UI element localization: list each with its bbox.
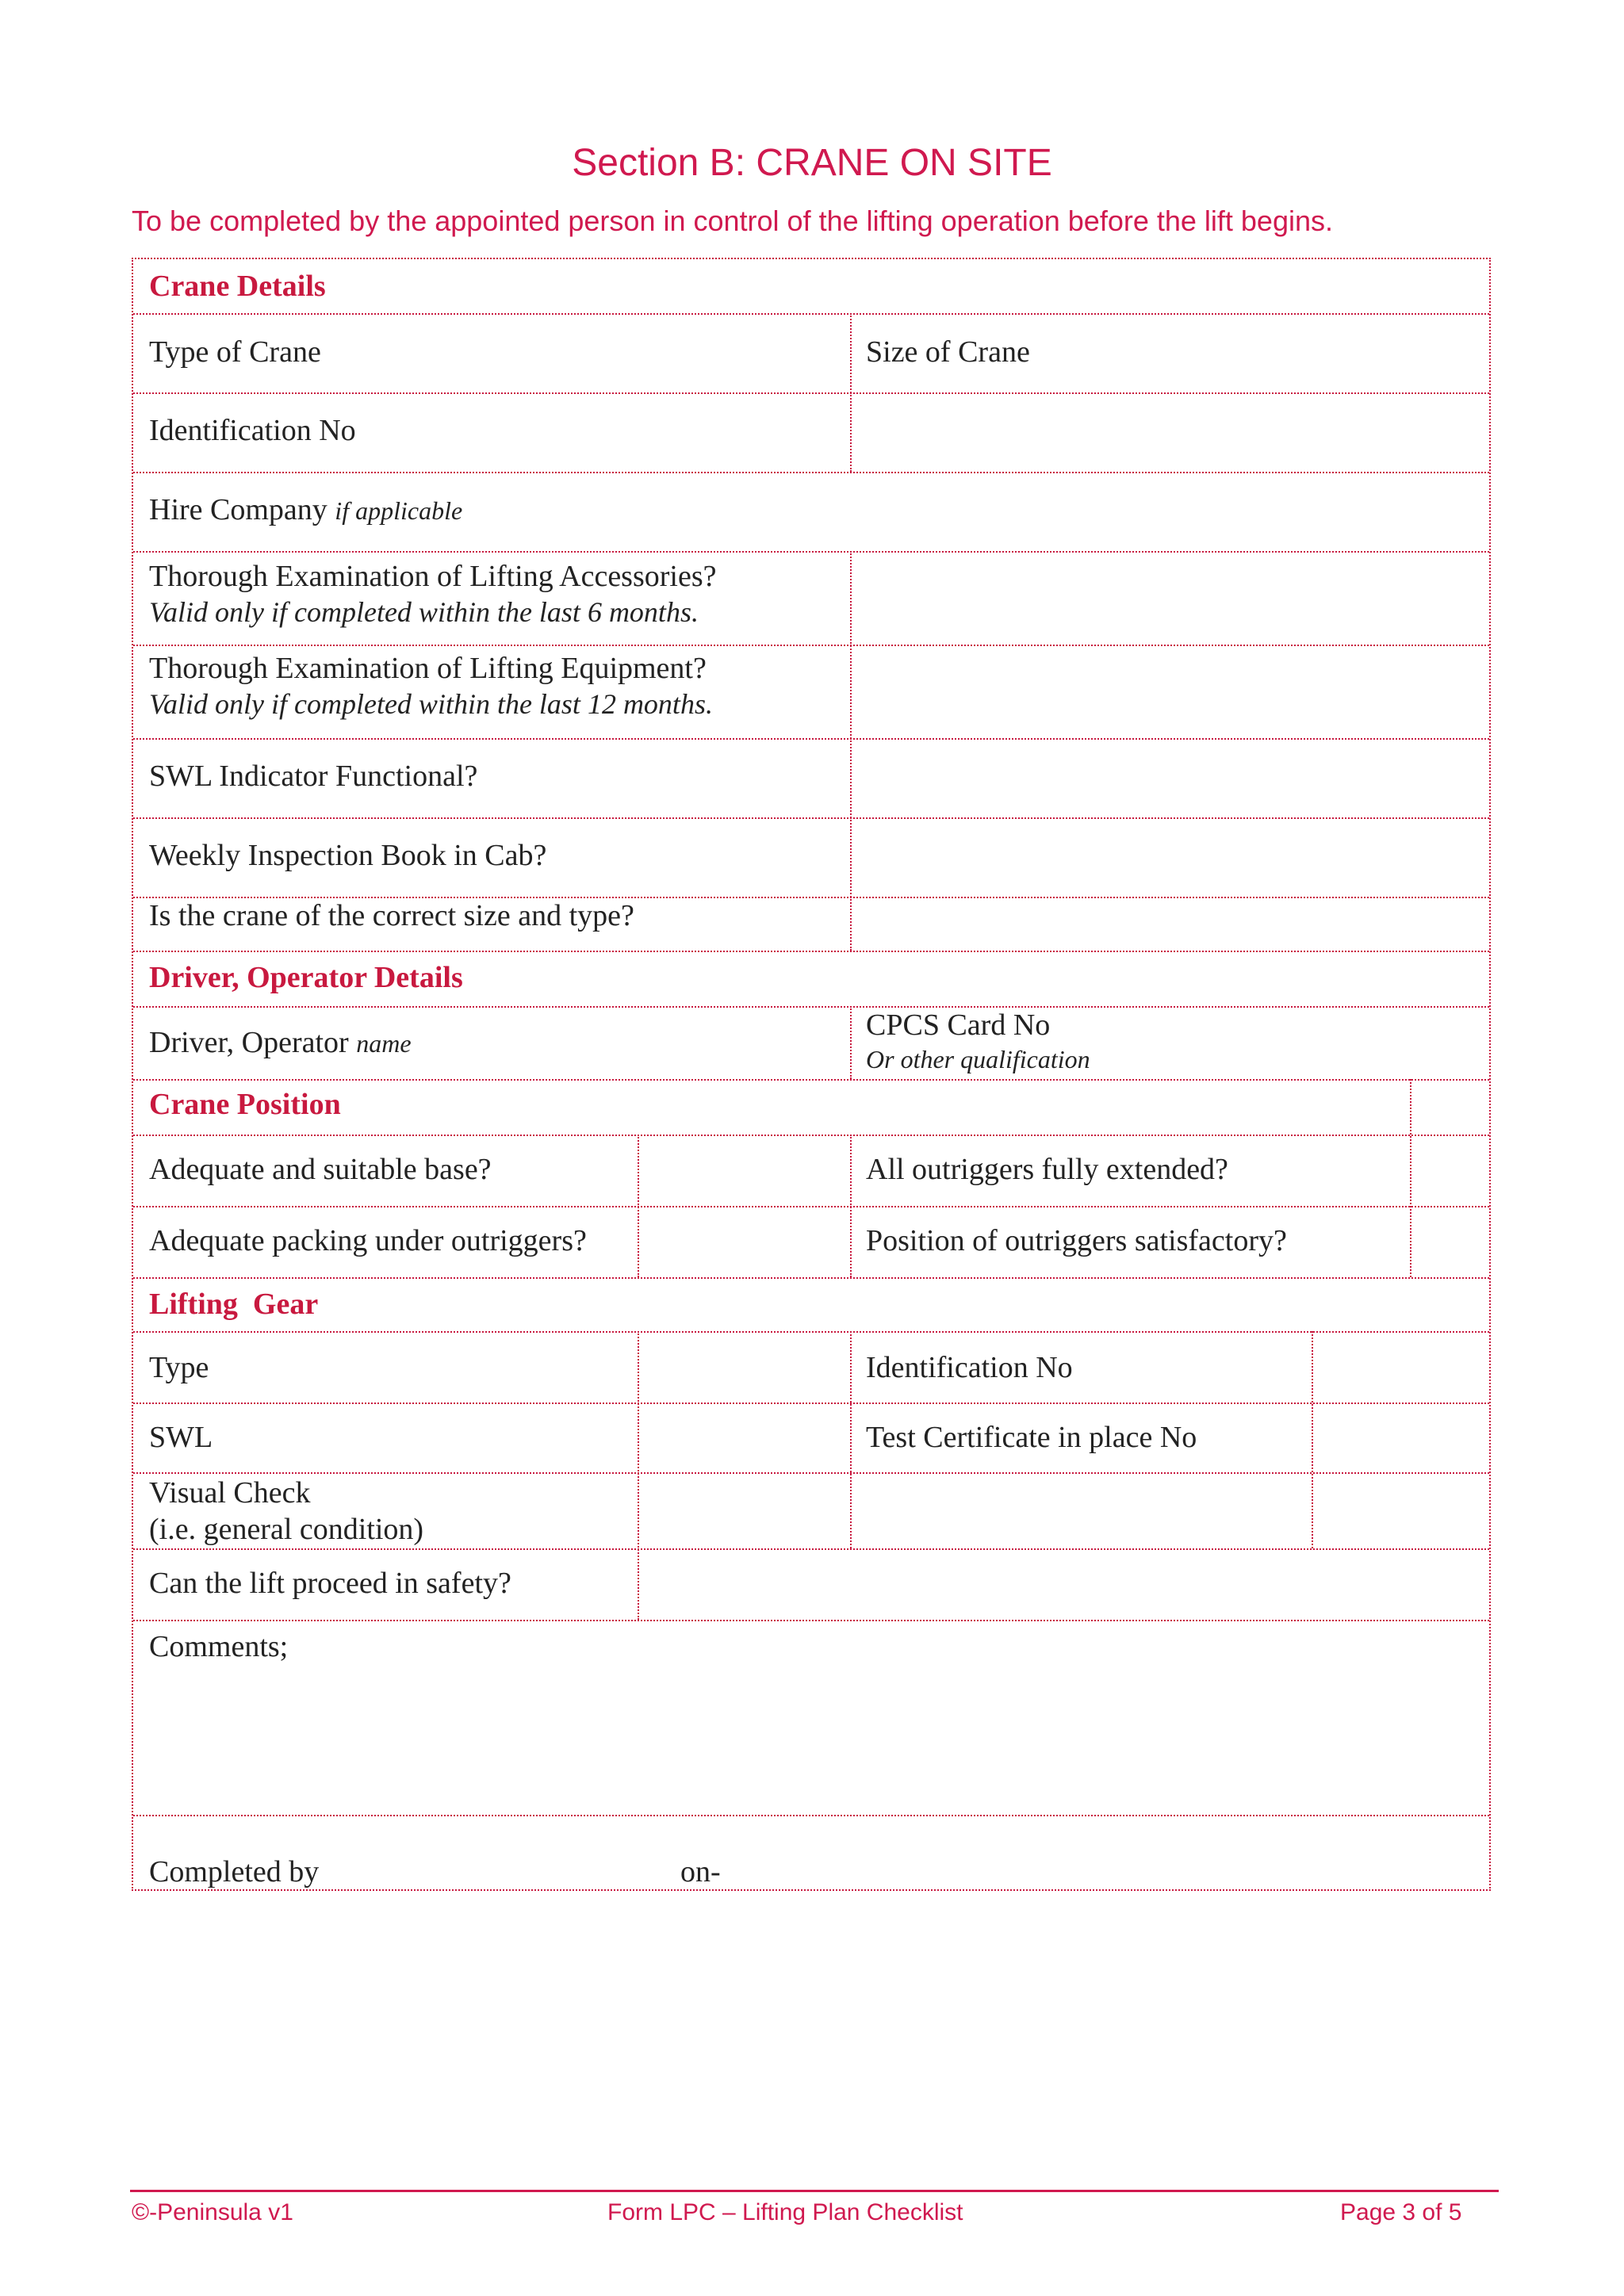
suitable-base-label: Adequate and suitable base?: [149, 1153, 492, 1186]
gear-swl-label: SWL: [149, 1421, 213, 1454]
driver-operator-label: [149, 1025, 412, 1062]
exam-accessories-field[interactable]: [852, 553, 1489, 643]
crane-id-field[interactable]: [852, 394, 1489, 470]
footer-divider: [130, 2190, 1499, 2192]
hire-company-text: Hire Company: [149, 493, 327, 526]
test-certificate-field[interactable]: [1313, 1404, 1489, 1471]
packing-label: Adequate packing under outriggers?: [149, 1224, 587, 1257]
visual-check-field[interactable]: [639, 1474, 848, 1547]
column-divider: [850, 1006, 852, 1079]
proceed-safety-label: Can the lift proceed in safety?: [149, 1567, 511, 1600]
row-divider: [133, 1815, 1489, 1816]
hire-company-label: [149, 492, 462, 529]
cpcs-card-note: Or other qualification: [866, 1045, 1090, 1073]
row-divider: [133, 1006, 1489, 1008]
weekly-inspection-label: Weekly Inspection Book in Cab?: [149, 839, 547, 872]
row-divider: [133, 1079, 1489, 1081]
proceed-safety-field[interactable]: [639, 1550, 1489, 1618]
hire-company-note: if applicable: [335, 496, 463, 525]
footer-page-number: Page 3 of 5: [1340, 2199, 1462, 2225]
swl-indicator-label: SWL Indicator Functional?: [149, 760, 478, 793]
outriggers-extended-label: All outriggers fully extended?: [866, 1153, 1228, 1186]
exam-equipment-note: Valid only if completed within the last 12 months.: [149, 688, 713, 720]
completed-on-label: on-: [680, 1855, 721, 1888]
outriggers-position-label: Position of outriggers satisfactory?: [866, 1224, 1287, 1257]
comments-label: Comments;: [149, 1630, 289, 1663]
section-title: Section B: CRANE ON SITE: [572, 142, 1052, 184]
test-certificate-label: Test Certificate in place No: [866, 1421, 1197, 1454]
row-divider: [133, 1620, 1489, 1621]
column-divider: [850, 1331, 852, 1548]
exam-equipment-label: Thorough Examination of Lifting Equipment?: [149, 652, 707, 685]
suitable-base-field[interactable]: [639, 1136, 848, 1204]
driver-details-heading: Driver, Operator Details: [149, 961, 463, 994]
outriggers-position-field[interactable]: [1411, 1207, 1489, 1276]
crane-details-heading: Crane Details: [149, 270, 326, 303]
footer-form-name: Form LPC – Lifting Plan Checklist: [607, 2199, 963, 2225]
cpcs-card-label: CPCS Card No: [866, 1008, 1051, 1042]
row-divider: [133, 951, 1489, 952]
outriggers-extended-field[interactable]: [1411, 1136, 1489, 1204]
gear-type-field[interactable]: [639, 1333, 848, 1401]
swl-indicator-field[interactable]: [852, 740, 1489, 816]
exam-equipment-field[interactable]: [852, 646, 1489, 737]
exam-accessories-note: Valid only if completed within the last 6 months.: [149, 596, 699, 628]
gear-id-label: Identification No: [866, 1351, 1073, 1384]
crane-id-label: Identification No: [149, 414, 356, 447]
crane-checklist-form: [132, 258, 1491, 1891]
weekly-inspection-field[interactable]: [852, 819, 1489, 895]
crane-size-label: Size of Crane: [866, 335, 1030, 369]
row-divider: [133, 313, 1489, 315]
visual-check-note: (i.e. general condition): [149, 1513, 424, 1546]
gear-swl-field[interactable]: [639, 1404, 848, 1471]
driver-operator-note: name: [356, 1029, 412, 1058]
gear-type-label: Type: [149, 1351, 209, 1384]
column-divider: [850, 1135, 852, 1277]
visual-check-label: Visual Check: [149, 1476, 311, 1510]
correct-size-field[interactable]: [852, 898, 1489, 949]
crane-type-label: Type of Crane: [149, 335, 321, 369]
row-divider: [133, 472, 1489, 473]
comments-field[interactable]: [135, 1670, 1488, 1813]
completed-by-label: Completed by: [149, 1855, 320, 1888]
lifting-gear-heading: Lifting Gear: [149, 1288, 319, 1321]
gear-id-field[interactable]: [1313, 1333, 1489, 1401]
footer-copyright: ©-Peninsula v1: [132, 2199, 293, 2225]
crane-position-heading: Crane Position: [149, 1088, 341, 1121]
packing-field[interactable]: [639, 1207, 848, 1276]
driver-operator-text: Driver, Operator: [149, 1026, 349, 1059]
correct-size-label: Is the crane of the correct size and type?: [149, 899, 634, 932]
row-divider: [133, 1277, 1489, 1279]
exam-accessories-label: Thorough Examination of Lifting Accessories?: [149, 560, 717, 593]
section-instructions: To be completed by the appointed person in control of the lifting operation before the lift begins.: [132, 205, 1333, 237]
